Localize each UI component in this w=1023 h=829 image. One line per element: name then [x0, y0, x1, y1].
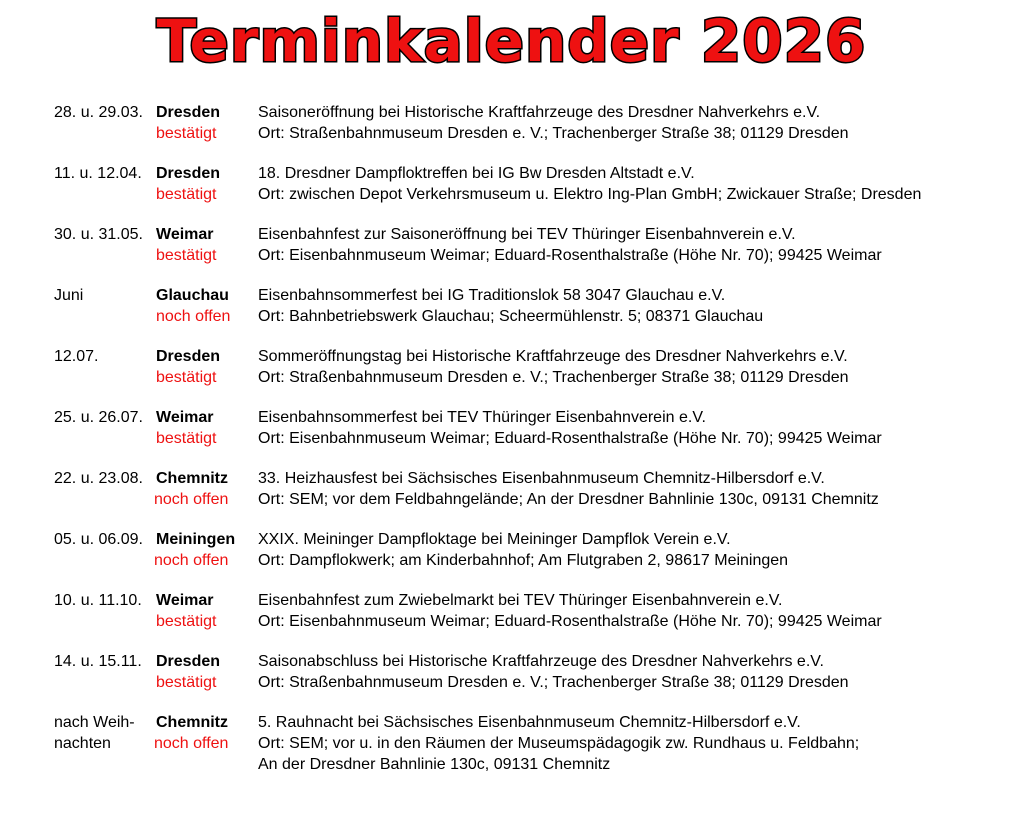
- event-item: [0, 408, 1023, 469]
- event-location: Ort: Eisenbahnmuseum Weimar; Eduard-Rosenthalstraße (Höhe Nr. 70); 99425 Weimar: [258, 247, 882, 264]
- event-description: 5. Rauhnacht bei Sächsisches Eisenbahnmuseum Chemnitz-Hilbersdorf e.V.: [258, 714, 801, 731]
- event-location: Ort: Straßenbahnmuseum Dresden e. V.; Trachenberger Straße 38; 01129 Dresden: [258, 674, 849, 691]
- event-location: Ort: Straßenbahnmuseum Dresden e. V.; Trachenberger Straße 38; 01129 Dresden: [258, 125, 849, 142]
- event-location: Ort: Eisenbahnmuseum Weimar; Eduard-Rosenthalstraße (Höhe Nr. 70); 99425 Weimar: [258, 430, 882, 447]
- event-date: 10. u. 11.10.: [54, 592, 142, 609]
- event-status: bestätigt: [156, 369, 217, 386]
- event-location: Ort: zwischen Depot Verkehrsmuseum u. Elektro Ing-Plan GmbH; Zwickauer Straße; Dresden: [258, 186, 922, 203]
- event-item: [0, 225, 1023, 286]
- event-description: Sommeröffnungstag bei Historische Kraftfahrzeuge des Dresdner Nahverkehrs e.V.: [258, 348, 848, 365]
- event-description: Eisenbahnsommerfest bei IG Traditionslok 58 3047 Glauchau e.V.: [258, 287, 726, 304]
- event-description: 33. Heizhausfest bei Sächsisches Eisenbahnmuseum Chemnitz-Hilbersdorf e.V.: [258, 470, 825, 487]
- event-date: 28. u. 29.03.: [54, 104, 143, 121]
- event-city: Dresden: [156, 104, 221, 121]
- event-location: Ort: SEM; vor u. in den Räumen der Museumspädagogik zw. Rundhaus u. Feldbahn;: [258, 735, 860, 752]
- event-city: Dresden: [156, 653, 221, 670]
- event-item: [0, 713, 1023, 783]
- event-description: Eisenbahnsommerfest bei TEV Thüringer Eisenbahnverein e.V.: [258, 409, 706, 426]
- event-description: Eisenbahnfest zum Zwiebelmarkt bei TEV Thüringer Eisenbahnverein e.V.: [258, 592, 783, 609]
- event-city: Chemnitz: [156, 714, 228, 731]
- event-city: Chemnitz: [156, 470, 228, 487]
- event-item: [0, 469, 1023, 530]
- event-item: [0, 652, 1023, 713]
- event-status: noch offen: [154, 552, 229, 569]
- event-status: noch offen: [154, 491, 229, 508]
- event-date: Juni: [54, 287, 84, 304]
- event-status: bestätigt: [156, 186, 217, 203]
- event-status: noch offen: [156, 308, 231, 325]
- event-description: XXIX. Meininger Dampfloktage bei Meininger Dampflok Verein e.V.: [258, 531, 731, 548]
- event-location: Ort: Straßenbahnmuseum Dresden e. V.; Trachenberger Straße 38; 01129 Dresden: [258, 369, 849, 386]
- event-status: bestätigt: [156, 674, 217, 691]
- event-status: bestätigt: [156, 430, 217, 447]
- event-city: Dresden: [156, 165, 221, 182]
- event-city: Weimar: [156, 409, 214, 426]
- event-location: Ort: Bahnbetriebswerk Glauchau; Scheermühlenstr. 5; 08371 Glauchau: [258, 308, 764, 325]
- event-city: Dresden: [156, 348, 221, 365]
- event-location-continued: An der Dresdner Bahnlinie 130c, 09131 Chemnitz: [258, 756, 611, 773]
- event-city: Glauchau: [156, 287, 229, 304]
- event-date: 05. u. 06.09.: [54, 531, 143, 548]
- event-description: Saisoneröffnung bei Historische Kraftfahrzeuge des Dresdner Nahverkehrs e.V.: [258, 104, 821, 121]
- event-date: 11. u. 12.04.: [54, 165, 142, 182]
- event-item: [0, 530, 1023, 591]
- event-item: [0, 286, 1023, 347]
- event-location: Ort: Eisenbahnmuseum Weimar; Eduard-Rosenthalstraße (Höhe Nr. 70); 99425 Weimar: [258, 613, 882, 630]
- event-status: bestätigt: [156, 613, 217, 630]
- event-status: noch offen: [154, 735, 229, 752]
- event-description: 18. Dresdner Dampfloktreffen bei IG Bw Dresden Altstadt e.V.: [258, 165, 695, 182]
- event-date: nach Weih-: [54, 714, 135, 731]
- event-city: Weimar: [156, 226, 214, 243]
- event-status: bestätigt: [156, 247, 217, 264]
- event-status: bestätigt: [156, 125, 217, 142]
- event-date: 30. u. 31.05.: [54, 226, 143, 243]
- event-description: Saisonabschluss bei Historische Kraftfahrzeuge des Dresdner Nahverkehrs e.V.: [258, 653, 824, 670]
- event-date: 25. u. 26.07.: [54, 409, 143, 426]
- event-item: [0, 347, 1023, 408]
- event-list: [0, 103, 1023, 783]
- event-description: Eisenbahnfest zur Saisoneröffnung bei TEV Thüringer Eisenbahnverein e.V.: [258, 226, 796, 243]
- page-title: Terminkalender 2026: [156, 7, 867, 75]
- event-location: Ort: Dampflokwerk; am Kinderbahnhof; Am Flutgraben 2, 98617 Meiningen: [258, 552, 789, 569]
- event-date-continued: nachten: [54, 735, 111, 752]
- event-date: 22. u. 23.08.: [54, 470, 143, 487]
- event-item: [0, 103, 1023, 164]
- event-date: 14. u. 15.11.: [54, 653, 142, 670]
- event-city: Meiningen: [156, 531, 236, 548]
- event-date: 12.07.: [54, 348, 99, 365]
- event-item: [0, 591, 1023, 652]
- event-city: Weimar: [156, 592, 214, 609]
- event-location: Ort: SEM; vor dem Feldbahngelände; An der Dresdner Bahnlinie 130c, 09131 Chemnitz: [258, 491, 879, 508]
- event-item: [0, 164, 1023, 225]
